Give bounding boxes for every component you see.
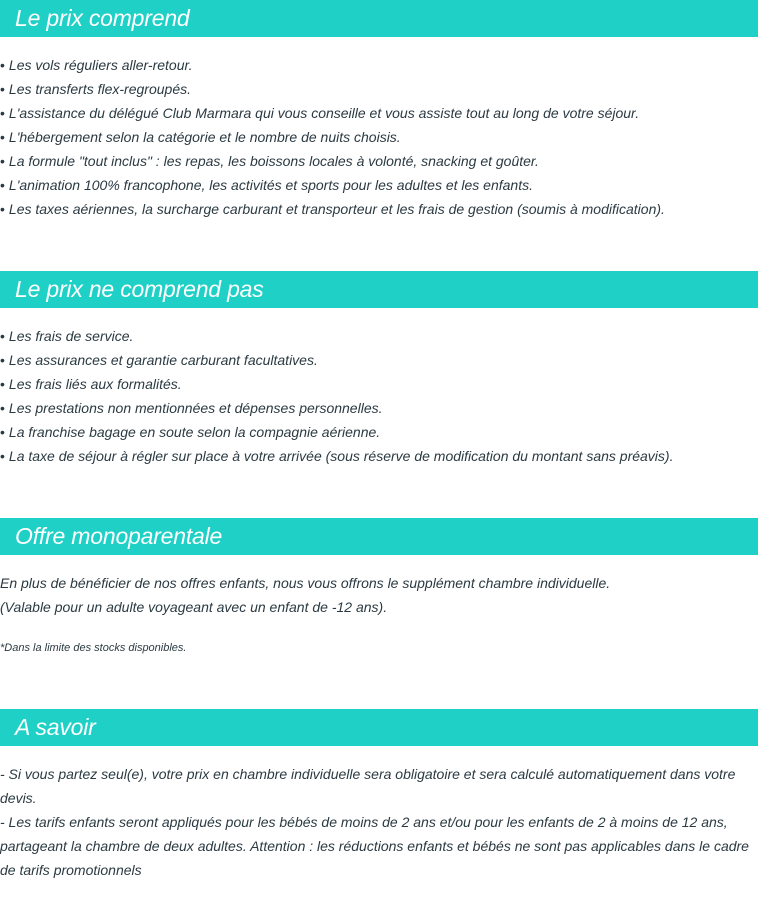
section-title-not-included: Le prix ne comprend pas: [15, 276, 264, 302]
list-item: • La franchise bagage en soute selon la compagnie aérienne.: [0, 420, 758, 444]
single-parent-line: En plus de bénéficier de nos offres enfants, nous vous offrons le supplément chambre individuelle.: [0, 575, 611, 591]
included-list: [0, 53, 758, 221]
list-item: • L'assistance du délégué Club Marmara qui vous conseille et vous assiste tout au long de votre séjour.: [0, 101, 758, 125]
section-title-good-to-know: A savoir: [15, 714, 96, 740]
list-item: • Les vols réguliers aller-retour.: [0, 53, 758, 77]
good-to-know-paragraph-1: - Si vous partez seul(e), votre prix en chambre individuelle sera obligatoire et sera calculé automatiquement dans votre devis.: [0, 766, 736, 806]
good-to-know-paragraph-2: - Les tarifs enfants seront appliqués pour les bébés de moins de 2 ans et/ou pour les enfants de 2 à moins de 12 ans, partageant la chambre de deux adultes. Attention : les réductions enfants et bébés ne sont pas applicables dans le cadre de tarifs promotionnels: [0, 814, 749, 878]
list-item: • Les assurances et garantie carburant facultatives.: [0, 348, 758, 372]
single-parent-text: [0, 571, 758, 619]
stock-note: *Dans la limite des stocks disponibles.: [0, 642, 187, 654]
list-item: • L'animation 100% francophone, les activités et sports pour les adultes et les enfants.: [0, 173, 758, 197]
list-item: • Les frais de service.: [0, 324, 758, 348]
list-item: • Les prestations non mentionnées et dépenses personnelles.: [0, 396, 758, 420]
list-item: • Les frais liés aux formalités.: [0, 372, 758, 396]
list-item: • La taxe de séjour à régler sur place à votre arrivée (sous réserve de modification du montant sans préavis).: [0, 444, 758, 468]
section-header-single-parent: [0, 518, 758, 555]
section-title-included: Le prix comprend: [15, 5, 190, 31]
single-parent-line: (Valable pour un adulte voyageant avec un enfant de -12 ans).: [0, 599, 388, 615]
section-title-single-parent: Offre monoparentale: [15, 523, 223, 549]
list-item: • Les taxes aériennes, la surcharge carburant et transporteur et les frais de gestion (soumis à modification).: [0, 197, 758, 221]
list-item: • La formule "tout inclus" : les repas, les boissons locales à volonté, snacking et goûter.: [0, 149, 758, 173]
section-header-included: [0, 0, 758, 37]
section-header-good-to-know: [0, 709, 758, 746]
not-included-list: [0, 324, 758, 468]
section-header-not-included: [0, 271, 758, 308]
list-item: • L'hébergement selon la catégorie et le nombre de nuits choisis.: [0, 125, 758, 149]
list-item: • Les transferts flex-regroupés.: [0, 77, 758, 101]
